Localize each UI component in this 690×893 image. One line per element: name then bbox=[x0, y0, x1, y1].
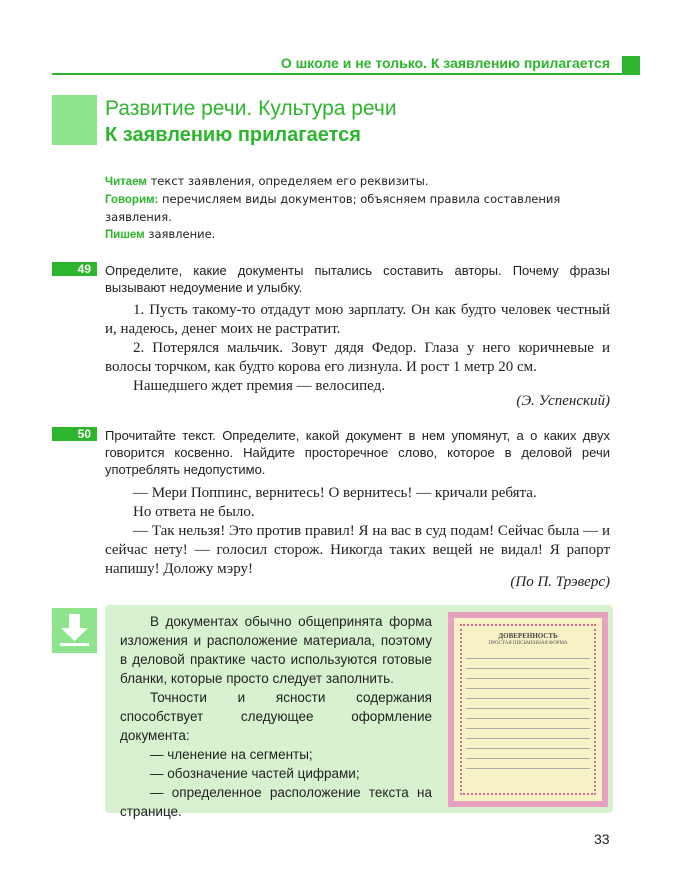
running-header: О школе и не только. К заявлению прилагается bbox=[280, 55, 610, 71]
download-icon bbox=[52, 608, 97, 653]
info-note-text bbox=[120, 612, 432, 821]
form-border bbox=[460, 624, 596, 795]
form-line bbox=[466, 698, 590, 699]
note-list-item: — членение на сегменты; bbox=[150, 747, 313, 762]
form-title: ДОВЕРЕННОСТЬ bbox=[498, 632, 558, 640]
task-speak: Говорим: перечисляем виды документов; объясняем правила составления заявления. bbox=[105, 192, 561, 224]
task-write: Пишем заявление. bbox=[105, 227, 216, 241]
exercise-50-prompt: Прочитайте текст. Определите, какой документ в нем упомянут, а о каких двух говорится косвенно. Найдите просторечное слово, которое в деловой речи употреблять недопустимо. bbox=[105, 428, 610, 477]
exercise-49-text bbox=[105, 301, 610, 396]
exercise-49-paragraph: 1. Пусть такому-то отдадут мою зарплату. Он как будто человек честный и, надеюсь, денег моих не растратит. bbox=[105, 302, 610, 337]
header-square bbox=[622, 56, 640, 74]
exercise-50-paragraph: Но ответа не было. bbox=[133, 504, 255, 520]
form-line bbox=[466, 718, 590, 719]
exercise-49-author: (Э. Успенский) bbox=[516, 393, 610, 409]
task-read: Читаем текст заявления, определяем его реквизиты. bbox=[105, 174, 429, 188]
note-paragraph: В документах обычно общепринята форма изложения и расположение материала, поэтому в деловой практике часто используются готовые бланки, которые просто следует заполнить. bbox=[120, 614, 432, 686]
note-list-item: — определенное расположение текста на странице. bbox=[120, 785, 432, 819]
exercise-49-paragraph: 2. Потерялся мальчик. Зовут дядя Федор. Глаза у него коричневые и волосы торчком, как будто корова его лизнула. И рост 1 метр 20 см. bbox=[105, 340, 610, 375]
header-rule bbox=[52, 73, 640, 75]
form-line bbox=[466, 708, 590, 709]
form-line bbox=[466, 728, 590, 729]
power-of-attorney-form-image bbox=[448, 612, 608, 807]
exercise-50-paragraph: — Так нельзя! Это против правил! Я на вас в суд подам! Сейчас была — и сейчас нету! — голосил сторож. Никогда таких вещей не видал! Я рапорт напишу! Доложу мэру! bbox=[105, 523, 610, 577]
form-line bbox=[466, 768, 590, 769]
section-marker bbox=[52, 95, 97, 145]
exercise-number-49: 49 bbox=[52, 262, 97, 276]
exercise-49-paragraph: Нашедшего ждет премия — велосипед. bbox=[133, 378, 385, 394]
form-subtitle: ПРОСТАЯ ПИСЬМЕННАЯ ФОРМА bbox=[488, 641, 568, 646]
lesson-tasks bbox=[105, 173, 610, 244]
note-list-item: — обозначение частей цифрами; bbox=[150, 766, 360, 781]
form-line bbox=[466, 748, 590, 749]
exercise-number-50: 50 bbox=[52, 427, 97, 441]
section-title: К заявлению прилагается bbox=[105, 124, 361, 146]
exercise-50-paragraph: — Мери Поппинс, вернитесь! О вернитесь! — кричали ребята. bbox=[133, 485, 537, 501]
form-line bbox=[466, 678, 590, 679]
form-line bbox=[466, 688, 590, 689]
form-line bbox=[466, 658, 590, 659]
page-number: 33 bbox=[594, 831, 610, 847]
exercise-49-prompt: Определите, какие документы пытались составить авторы. Почему фразы вызывают недоумение и улыбку. bbox=[105, 263, 610, 295]
form-line bbox=[466, 758, 590, 759]
form-line bbox=[466, 668, 590, 669]
exercise-50-text bbox=[105, 484, 610, 579]
section-subtitle: Развитие речи. Культура речи bbox=[105, 97, 397, 120]
exercise-50-author: (По П. Трэверс) bbox=[510, 574, 610, 590]
form-line bbox=[466, 738, 590, 739]
note-paragraph: Точности и ясности содержания способствует следующее оформление документа: bbox=[120, 690, 432, 743]
